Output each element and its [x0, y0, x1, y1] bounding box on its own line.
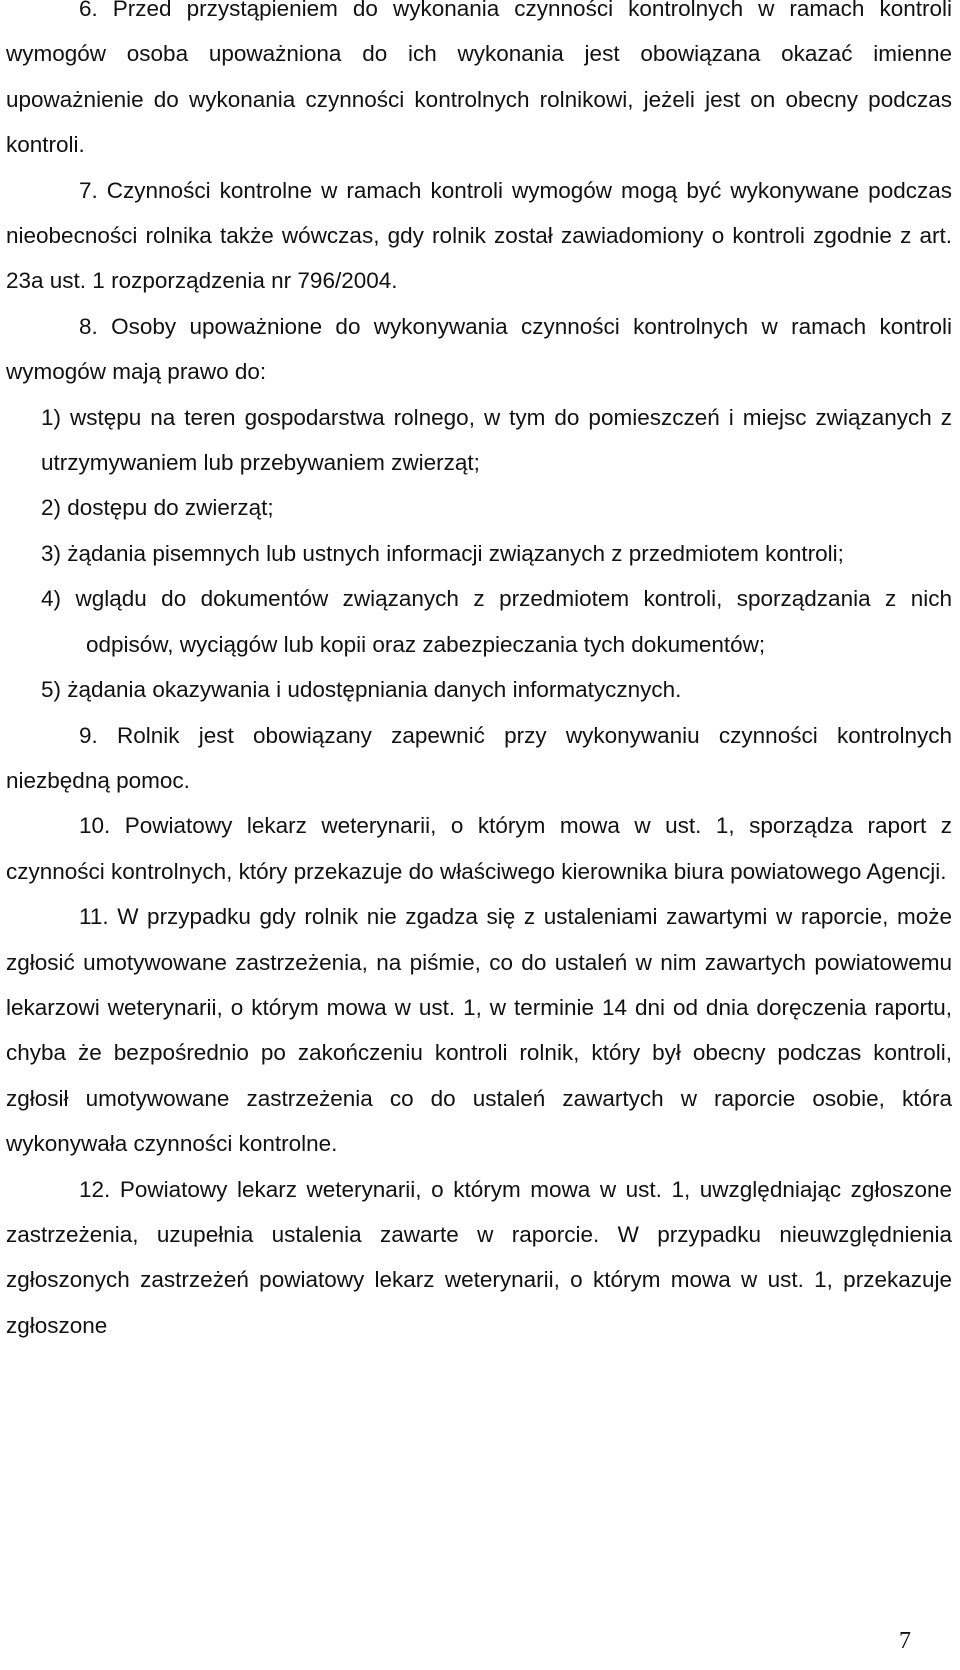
page-number: 7 [899, 1628, 911, 1654]
list-item-1: 1) wstępu na teren gospodarstwa rolnego, w tym do pomieszczeń i miejsc związanych z utrzymywaniem lub przebywaniem zwierząt; [41, 404, 952, 476]
list-item-3: 3) żądania pisemnych lub ustnych informacji związanych z przedmiotem kontroli; [41, 540, 844, 566]
list-item-4: 4) wglądu do dokumentów związanych z przedmiotem kontroli, sporządzania z nich odpisów, wyciągów lub kopii oraz zabezpieczania tych dokumentów; [41, 586, 952, 657]
list-item-2: 2) dostępu do zwierząt; [41, 495, 274, 521]
document-page [6, 0, 952, 1348]
paragraph-10: 10. Powiatowy lekarz weterynarii, o którym mowa w ust. 1, sporządza raport z czynności kontrolnych, który przekazuje do właściwego kierownika biura powiatowego Agencji. [6, 813, 952, 884]
paragraph-9: 9. Rolnik jest obowiązany zapewnić przy wykonywaniu czynności kontrolnych niezbędną pomoc. [6, 722, 952, 793]
paragraph-8: 8. Osoby upoważnione do wykonywania czynności kontrolnych w ramach kontroli wymogów mają prawo do: [6, 313, 952, 385]
paragraph-7: 7. Czynności kontrolne w ramach kontroli wymogów mogą być wykonywane podczas nieobecności rolnika także wówczas, gdy rolnik został zawiadomiony o kontroli zgodnie z art. 23a ust. 1 rozporządzenia nr 796/2004. [6, 177, 952, 294]
paragraph-11: 11. W przypadku gdy rolnik nie zgadza się z ustaleniami zawartymi w raporcie, może zgłosić umotywowane zastrzeżenia, na piśmie, co do ustaleń w nim zawartych powiatowemu lekarzowi weterynarii, o którym mowa w ust. 1, w terminie 14 dni od dnia doręczenia raportu, chyba że bezpośrednio po zakończeniu kontroli rolnik, który był obecny podczas kontroli, zgłosił umotywowane zastrzeżenia co do ustaleń zawartych w raporcie osobie, która wykonywała czynności kontrolne. [6, 904, 952, 1157]
paragraph-6: 6. Przed przystąpieniem do wykonania czynności kontrolnych w ramach kontroli wymogów osoba upoważniona do ich wykonania jest obowiązana okazać imienne upoważnienie do wykonania czynności kontrolnych rolnikowi, jeżeli jest on obecny podczas kontroli. [6, 0, 952, 158]
paragraph-12: 12. Powiatowy lekarz weterynarii, o którym mowa w ust. 1, uwzględniając zgłoszone zastrzeżenia, uzupełnia ustalenia zawarte w raporcie. W przypadku nieuwzględnienia zgłoszonych zastrzeżeń powiatowy lekarz weterynarii, o którym mowa w ust. 1, przekazuje zgłoszone [6, 1176, 952, 1338]
list-item-5: 5) żądania okazywania i udostępniania danych informatycznych. [41, 677, 682, 703]
